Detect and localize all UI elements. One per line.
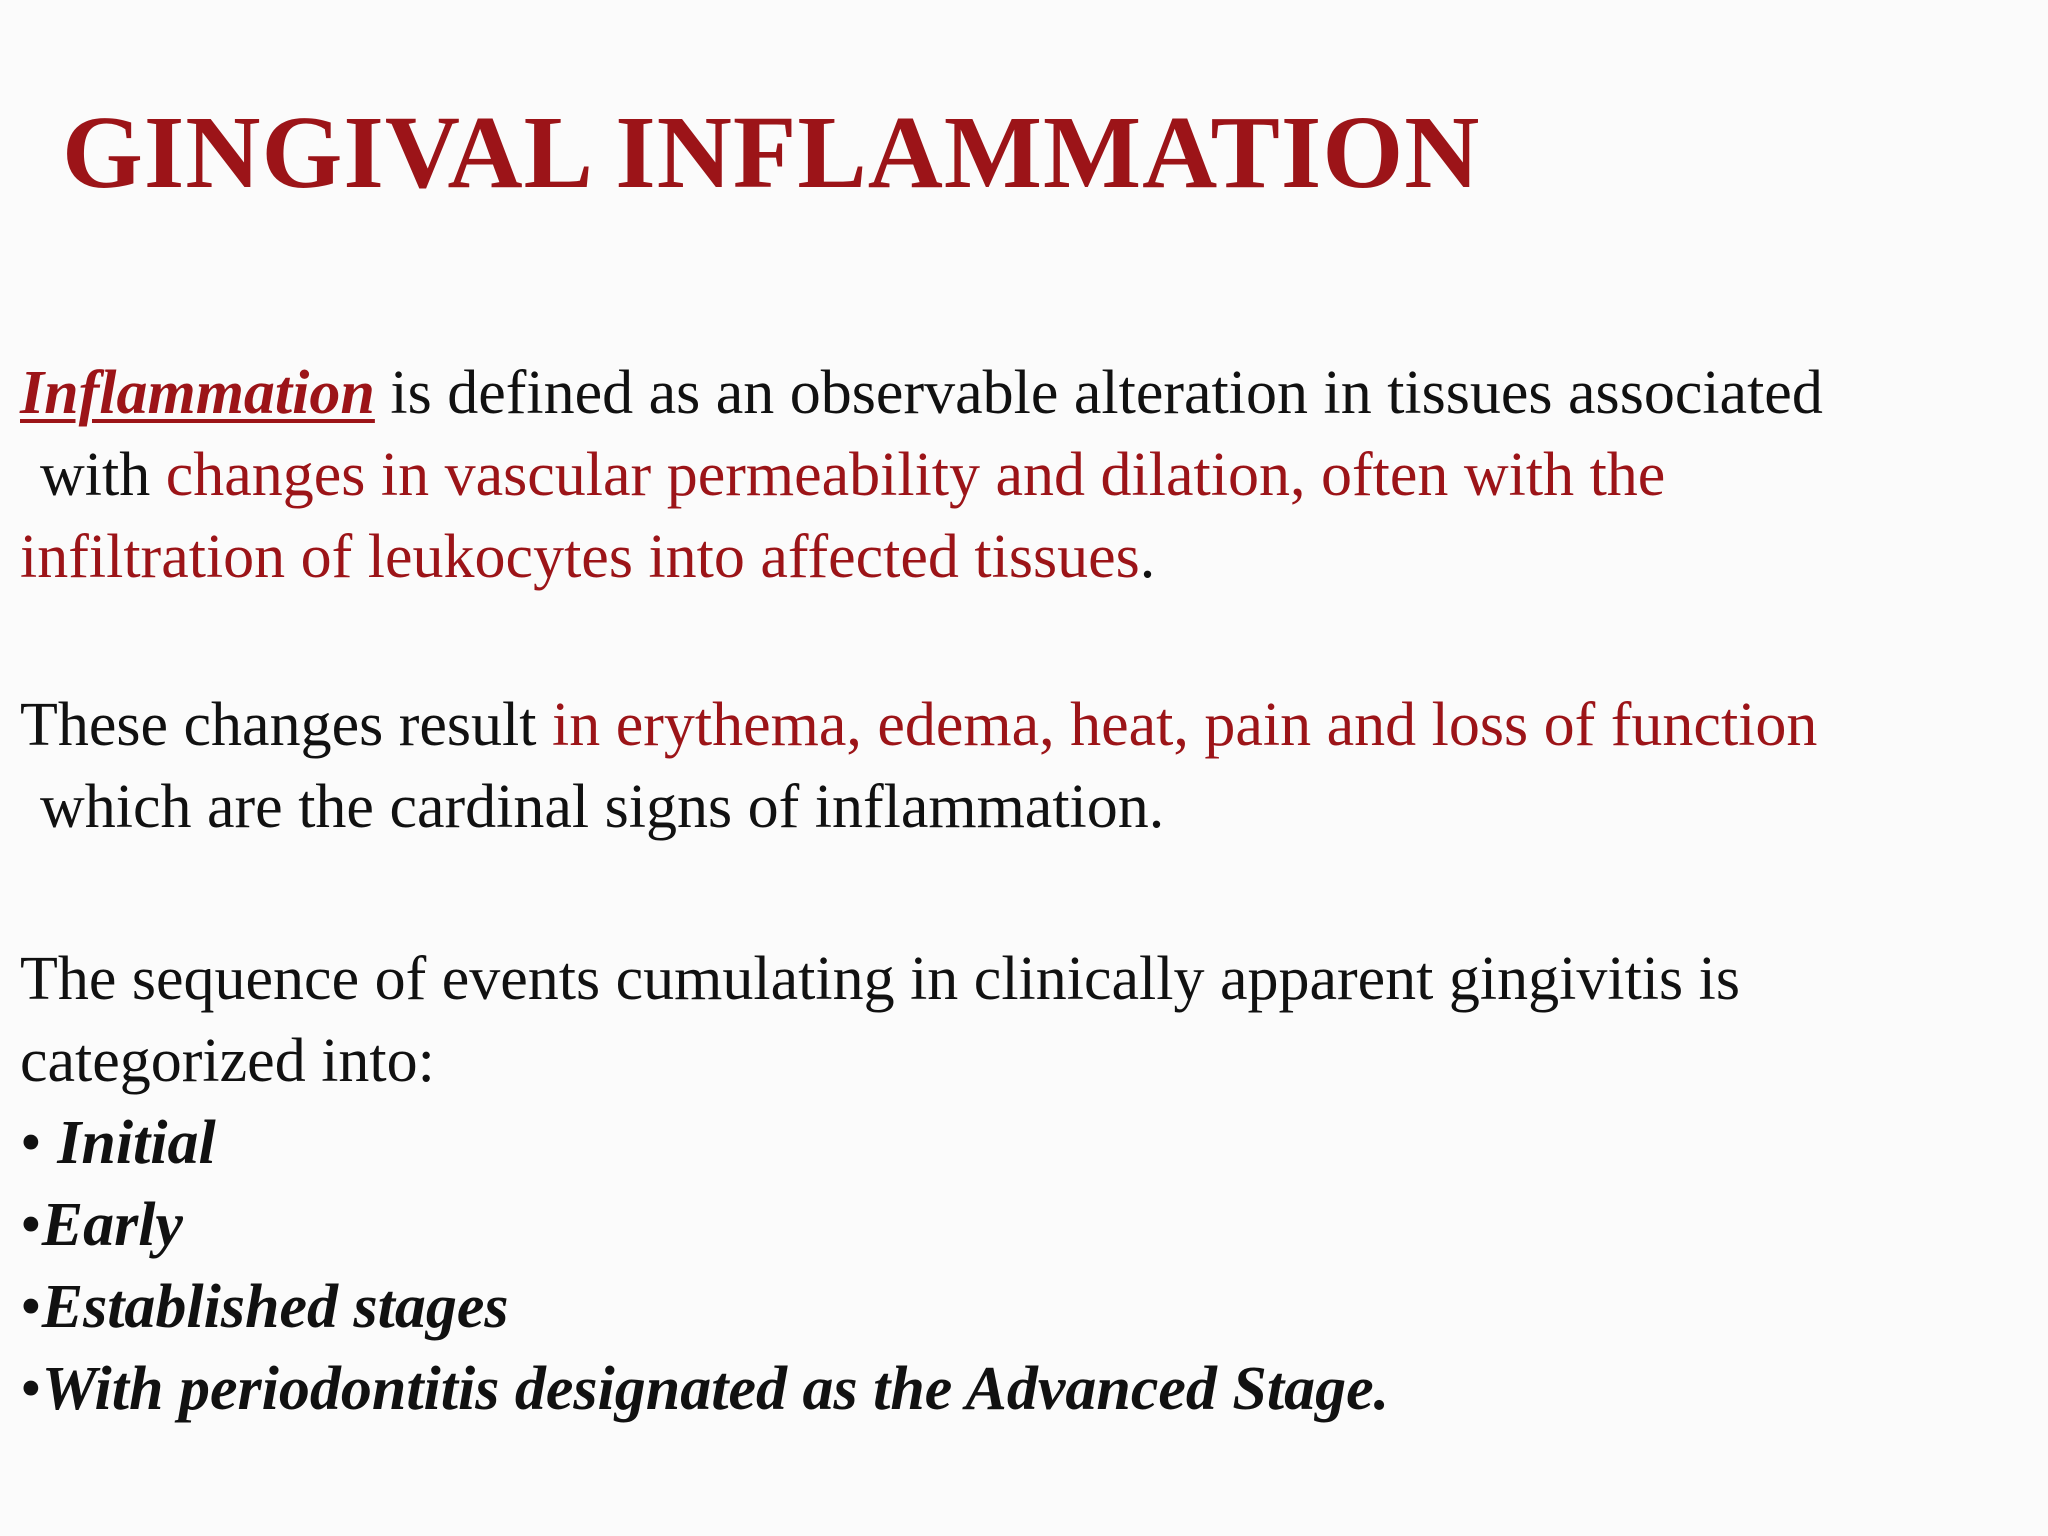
definition-line3-highlight: infiltration of leukocytes into affected tissues (20, 523, 1140, 591)
definition-paragraph (20, 352, 1823, 598)
stage-established: Established stages (41, 1273, 509, 1341)
list-item (20, 1102, 1389, 1184)
stage-early: Early (41, 1191, 183, 1259)
sequence-paragraph (20, 938, 1740, 1102)
bullet-marker: • (20, 1109, 58, 1177)
definition-line2-highlight: changes in vascular permeability and dilation, often with the (165, 441, 1666, 509)
bullet-marker: • (20, 1191, 42, 1259)
bullet-marker: • (20, 1355, 42, 1423)
signs-line1-highlight: in erythema, edema, heat, pain and loss of function (551, 691, 1818, 759)
definition-line1-text: is defined as an observable alteration in tissues associated (374, 359, 1823, 427)
definition-term: Inflammation (20, 359, 375, 427)
signs-line1-prefix: These changes result (20, 691, 552, 759)
slide-title: GINGIVAL INFLAMMATION (62, 95, 1481, 210)
definition-line3-end: . (1139, 523, 1156, 591)
bullet-marker: • (20, 1273, 42, 1341)
definition-line2-prefix: with (40, 441, 166, 509)
list-item (20, 1266, 1389, 1348)
stage-advanced: With periodontitis designated as the Advanced Stage. (41, 1355, 1390, 1423)
stage-initial: Initial (57, 1109, 216, 1177)
sequence-line2-text: categorized into: (20, 1027, 435, 1095)
stages-list (20, 1102, 1389, 1430)
sequence-line1-text: The sequence of events cumulating in clinically apparent gingivitis is (20, 945, 1741, 1013)
list-item (20, 1348, 1389, 1430)
cardinal-signs-paragraph (20, 684, 1817, 848)
list-item (20, 1184, 1389, 1266)
signs-line2-text: which are the cardinal signs of inflammation. (40, 773, 1165, 841)
